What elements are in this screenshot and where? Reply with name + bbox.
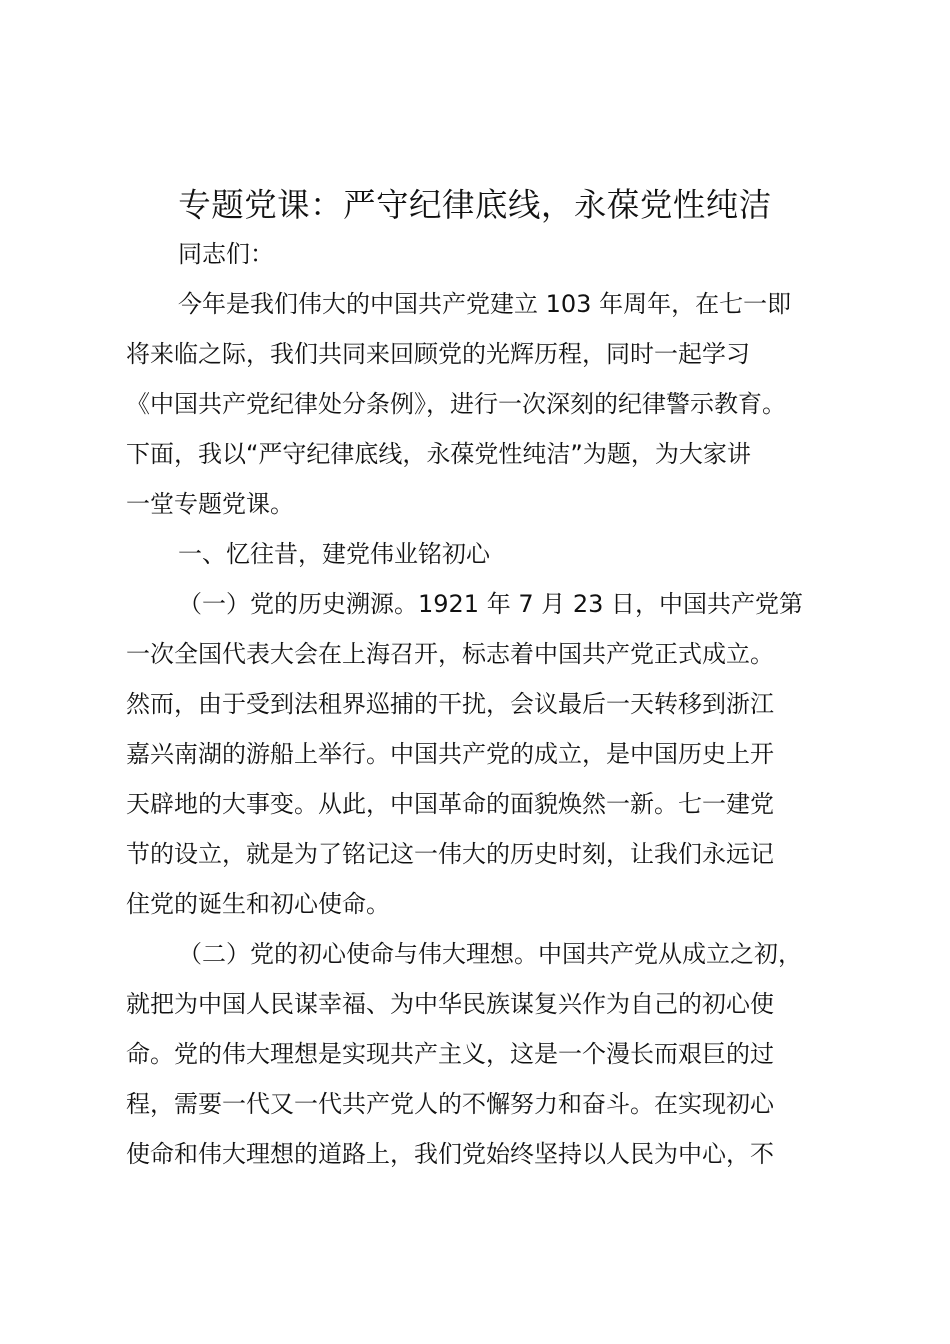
intro-line: 一堂专题党课。 (126, 490, 294, 518)
subsection-2-line: 就把为中国人民谋幸福、为中华民族谋复兴作为自己的初心使 (126, 990, 774, 1018)
subsection-2-line: 命。党的伟大理想是实现共产主义，这是一个漫长而艰巨的过 (126, 1040, 774, 1068)
subsection-1-line: （一）党的历史溯源。1921 年 7 月 23 日，中国共产党第 (178, 590, 804, 618)
subsection-1-line: 住党的诞生和初心使命。 (126, 890, 390, 918)
subsection-1-line: 一次全国代表大会在上海召开，标志着中国共产党正式成立。 (126, 640, 774, 668)
subsection-2-line: 程，需要一代又一代共产党人的不懈努力和奋斗。在实现初心 (126, 1090, 774, 1118)
subsection-1-line: 天辟地的大事变。从此，中国革命的面貌焕然一新。七一建党 (126, 790, 774, 818)
document-title: 专题党课：严守纪律底线，永葆党性纯洁 (178, 186, 772, 224)
intro-line: 《中国共产党纪律处分条例》，进行一次深刻的纪律警示教育。 (126, 390, 786, 418)
subsection-1-line: 然而，由于受到法租界巡捕的干扰，会议最后一天转移到浙江 (126, 690, 774, 718)
intro-line: 下面，我以“严守纪律底线，永葆党性纯洁”为题，为大家讲 (126, 440, 751, 468)
greeting: 同志们： (178, 240, 274, 268)
intro-line: 今年是我们伟大的中国共产党建立 103 年周年，在七一即 (178, 290, 792, 318)
subsection-1-line: 节的设立，就是为了铭记这一伟大的历史时刻，让我们永远记 (126, 840, 774, 868)
subsection-2-line: 使命和伟大理想的道路上，我们党始终坚持以人民为中心，不 (126, 1140, 774, 1168)
subsection-2-line: （二）党的初心使命与伟大理想。中国共产党从成立之初， (178, 940, 802, 968)
section-heading: 一、忆往昔，建党伟业铭初心 (178, 540, 490, 568)
intro-line: 将来临之际，我们共同来回顾党的光辉历程，同时一起学习 (126, 340, 750, 368)
subsection-1-line: 嘉兴南湖的游船上举行。中国共产党的成立，是中国历史上开 (126, 740, 774, 768)
